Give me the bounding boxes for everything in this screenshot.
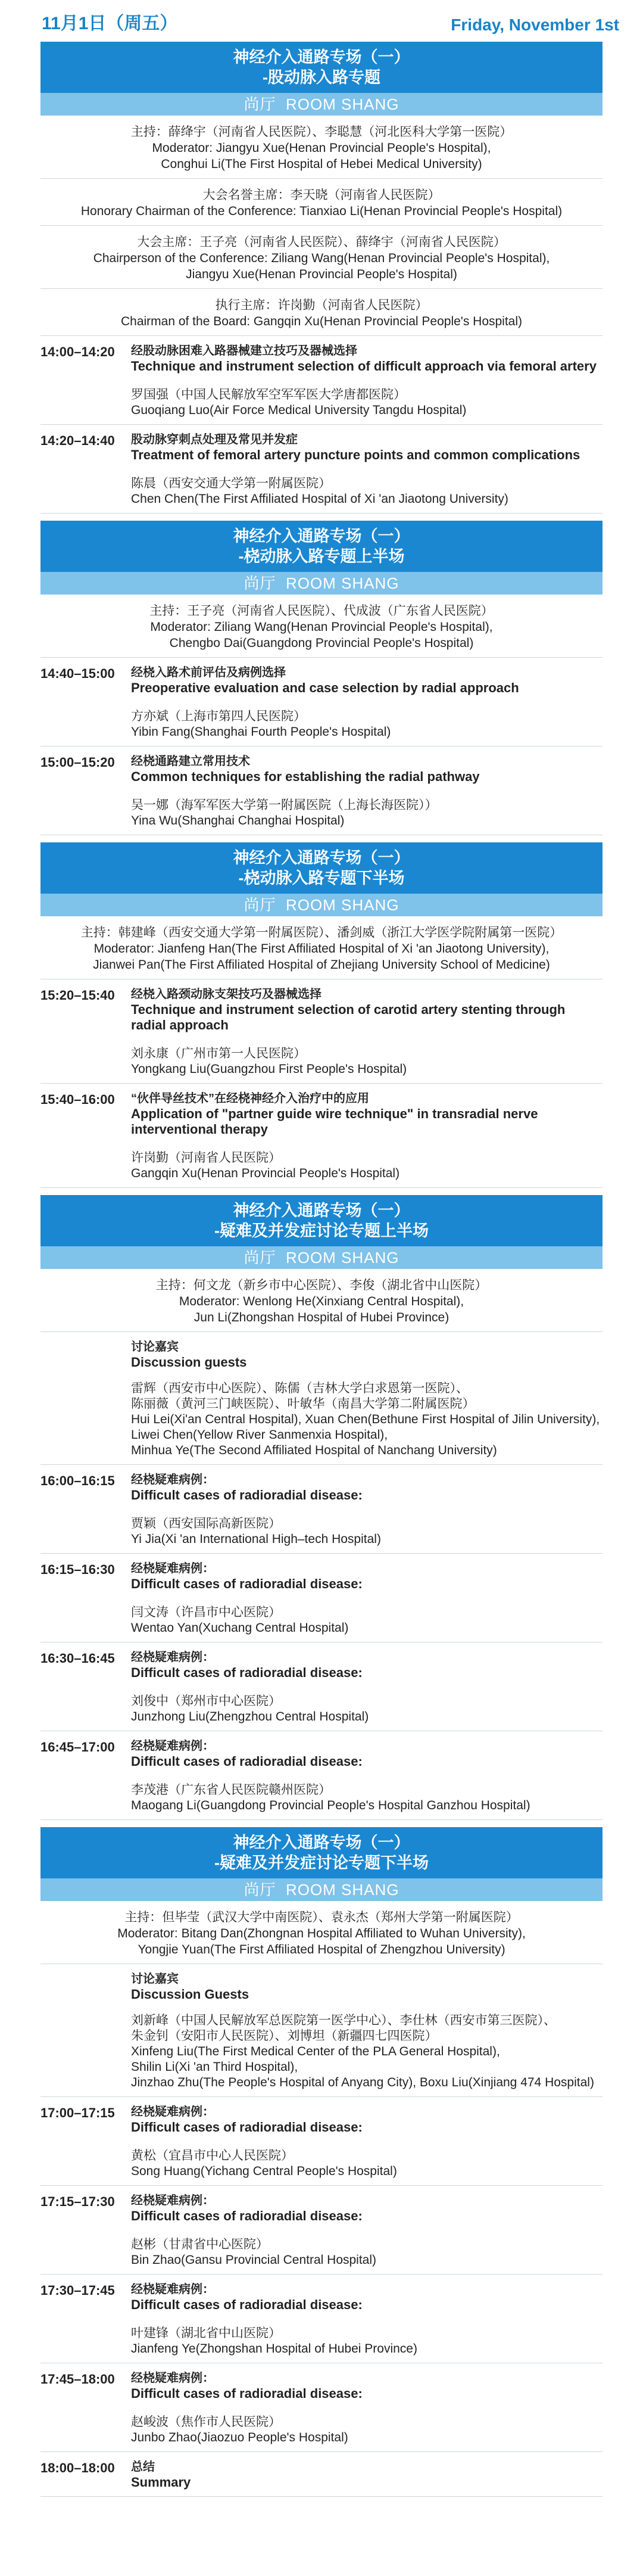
talk-time: 17:00–17:15 (40, 2105, 115, 2120)
sessions-container (0, 42, 643, 2497)
speaker-en: Gangqin Xu(Henan Provincial People's Hospital) (131, 1166, 400, 1180)
speaker-cn: 黄松（宜昌市中心人民医院） (131, 2149, 294, 2163)
talk-title-en: Difficult cases of radioradial disease: (131, 2386, 363, 2401)
talk-title-en: Difficult cases of radioradial disease: (131, 1576, 363, 1591)
talk-title-en: Treatment of femoral artery puncture points and common complications (131, 447, 580, 462)
talk-title-cn: 经桡疑难病例： (131, 2194, 214, 2207)
room-en: ROOM SHANG (285, 1881, 399, 1899)
discussion-line: Liwei Chen(Yellow River Sanmenxia Hospital), (131, 1428, 388, 1442)
discussion-title-cn: 讨论嘉宾 (131, 1340, 179, 1354)
talk-speaker (131, 2237, 603, 2268)
speaker-en: Bin Zhao(Gansu Provincial Central Hospital) (131, 2253, 377, 2267)
talk-content (131, 2370, 603, 2446)
time-slot (40, 1971, 131, 2090)
speaker-cn: 刘永康（广州市第一人民医院） (131, 1047, 306, 1060)
room-label (40, 1246, 603, 1269)
speaker-en: Yina Wu(Shanghai Changhai Hospital) (131, 814, 345, 827)
talk-title-cn: “伙伴导丝技术”在经桡神经介入治疗中的应用 (131, 1092, 369, 1105)
room-cn: 尚厅 (244, 574, 276, 592)
speaker-en: Junzhong Liu(Zhengzhou Central Hospital) (131, 1710, 369, 1723)
room-en: ROOM SHANG (285, 1249, 399, 1267)
discussion-title-en: Discussion Guests (131, 1987, 249, 2002)
chair-line: Jianwei Pan(The First Affiliated Hospital of Zhejiang University School of Medicine) (93, 958, 550, 972)
speaker-cn: 罗国强（中国人民解放军空军军医大学唐都医院） (131, 388, 406, 402)
speaker-cn: 方亦斌（上海市第四人民医院） (131, 710, 306, 723)
talk-row (40, 2275, 603, 2363)
discussion-line: 朱金钊（安阳市人民医院）、刘博坦（新疆四七四医院） (131, 2029, 438, 2043)
talk-row (40, 336, 603, 425)
talk-time: 14:20–14:40 (40, 433, 115, 448)
talk-time: 15:20–15:40 (40, 988, 115, 1003)
chair-line: 主持：薛绛宇（河南省人民医院）、李聪慧（河北医科大学第一医院） (130, 125, 513, 139)
talk-time: 17:15–17:30 (40, 2194, 115, 2209)
talk-content (131, 987, 603, 1077)
talk-time: 15:40–16:00 (40, 1092, 115, 1107)
speaker-cn: 李茂港（广东省人民医院赣州医院） (131, 1783, 331, 1797)
room-cn: 尚厅 (244, 95, 276, 113)
talk-speaker (131, 1782, 603, 1813)
summary-content (131, 2459, 603, 2490)
talk-title-cn: 经桡入路术前评估及病例选择 (131, 666, 286, 679)
speaker-en: Yongkang Liu(Guangzhou First People's Hospital) (131, 1062, 407, 1076)
talk-row (40, 425, 603, 514)
chair-line: 主持：何文龙（新乡市中心医院）、李俊（湖北省中山医院） (155, 1278, 488, 1292)
room-label (40, 572, 603, 595)
talk-title-en: Difficult cases of radioradial disease: (131, 1488, 363, 1502)
chair-line: 执行主席：许岗勤（河南省人民医院） (215, 298, 428, 312)
chair-line: Conghui Li(The First Hospital of Hebei Medical University) (161, 157, 482, 171)
talk-title-cn: 经桡疑难病例： (131, 1562, 214, 1575)
session-title (40, 521, 603, 572)
speaker-en: Guoqiang Luo(Air Force Medical University Tangdu Hospital) (131, 403, 467, 417)
date-en: Friday, November 1st (451, 15, 619, 34)
talk-row (40, 979, 603, 1084)
talk-time: 17:45–18:00 (40, 2372, 115, 2387)
speaker-en: Yibin Fang(Shanghai Fourth People's Hospital) (131, 725, 391, 739)
discussion-guests (40, 1964, 603, 2097)
talk-title-cn: 经桡疑难病例： (131, 2105, 214, 2118)
summary-time: 18:00–18:00 (40, 2460, 115, 2475)
talk-content (131, 754, 603, 829)
discussion-line: Jinzhao Zhu(The People's Hospital of Anyang City), Boxu Liu(Xinjiang 474 Hospital) (131, 2076, 594, 2089)
discussion-line: Hui Lei(Xi'an Central Hospital), Xuan Chen(Bethune First Hospital of Jilin University), (131, 1413, 600, 1426)
chair-block (40, 1269, 603, 1332)
discussion-list (131, 2013, 603, 2090)
talk-content (131, 665, 603, 740)
talk-title-cn: 经桡疑难病例： (131, 1473, 214, 1486)
talk-time: 17:30–17:45 (40, 2283, 115, 2298)
talk-row (40, 2097, 603, 2186)
chair-line: Yongjie Yuan(The First Affiliated Hospital of Zhengzhou University) (138, 1943, 505, 1956)
talk-title-cn: 经股动脉困难入路器械建立技巧及器械选择 (131, 344, 357, 357)
talk-content (131, 1091, 603, 1181)
chair-line: Moderator: Bitang Dan(Zhongnan Hospital Affiliated to Wuhan University), (117, 1927, 526, 1940)
talk-title-cn: 经桡疑难病例： (131, 2372, 214, 2385)
talk-time: 14:40–15:00 (40, 666, 115, 681)
time-slot (40, 1339, 131, 1458)
speaker-cn: 吴一娜（海军军医大学第一附属医院（上海长海医院）） (131, 798, 438, 812)
talk-title-cn: 经桡通路建立常用技术 (131, 755, 250, 768)
discussion-title-cn: 讨论嘉宾 (131, 1973, 179, 1986)
chair-line: 主持：王子亮（河南省人民医院）、代成波（广东省人民医院） (149, 604, 494, 618)
discussion-line: Xinfeng Liu(The First Medical Center of the PLA General Hospital), (131, 2045, 500, 2058)
talk-speaker (131, 1605, 603, 1636)
talk-time: 14:00–14:20 (40, 344, 115, 359)
talk-title-cn: 经桡疑难病例： (131, 1740, 214, 1753)
session-title-line1: 神经介入通路专场（一） (233, 1834, 410, 1852)
chair-line: Chengbo Dai(Guangdong Provincial People's Hospital) (169, 636, 474, 650)
talk-content (131, 343, 603, 418)
discussion-line: 雷辉（西安市中心医院）、陈儒（吉林大学白求恩第一医院）、 (131, 1382, 469, 1395)
talk-speaker (131, 1694, 603, 1725)
talk-row (40, 2363, 603, 2452)
chair-block (40, 595, 603, 658)
talk-title-cn: 经桡疑难病例： (131, 2283, 214, 2296)
chair-block (40, 226, 603, 289)
session-title-line1: 神经介入通路专场（一） (233, 527, 410, 545)
talk-time: 16:00–16:15 (40, 1473, 115, 1488)
speaker-cn: 赵彬（甘肃省中心医院） (131, 2238, 269, 2251)
speaker-cn: 赵峻波（焦作市人民医院） (131, 2415, 281, 2429)
talk-speaker (131, 476, 603, 507)
speaker-en: Song Huang(Yichang Central People's Hospital) (131, 2164, 397, 2178)
speaker-cn: 刘俊中（郑州市中心医院） (131, 1694, 281, 1708)
discussion-line: 刘新峰（中国人民解放军总医院第一医学中心）、李仕林（西安市第三医院）、 (131, 2014, 556, 2027)
talk-speaker (131, 1150, 603, 1181)
talk-title-en: Difficult cases of radioradial disease: (131, 2120, 363, 2135)
chair-line: Moderator: Wenlong He(Xinxiang Central Hospital), (179, 1295, 464, 1308)
room-en: ROOM SHANG (285, 95, 399, 113)
talk-content (131, 1738, 603, 1813)
talk-row (40, 1465, 603, 1554)
speaker-en: Wentao Yan(Xuchang Central Hospital) (131, 1621, 349, 1635)
room-cn: 尚厅 (244, 1881, 276, 1899)
talk-speaker (131, 709, 603, 740)
session-title-line2: -桡动脉入路专题下半场 (238, 869, 405, 887)
speaker-cn: 陈晨（西安交通大学第一附属医院） (131, 477, 331, 490)
chair-block (40, 916, 603, 979)
talk-title-en: Difficult cases of radioradial disease: (131, 2208, 363, 2223)
date-header (0, 0, 643, 35)
talk-title-cn: 经桡入路颈动脉支架技巧及器械选择 (131, 988, 322, 1001)
summary-row (40, 2452, 603, 2497)
session-title-line1: 神经介入通路专场（一） (233, 849, 410, 867)
talk-content (131, 2193, 603, 2268)
talk-speaker (131, 798, 603, 829)
talk-row (40, 658, 603, 746)
talk-content (131, 1650, 603, 1725)
discussion-line: 陈丽薇（黄河三门峡医院）、叶敏华（南昌大学第二附属医院） (131, 1397, 475, 1411)
talk-speaker (131, 1046, 603, 1077)
talk-row (40, 1554, 603, 1642)
speaker-en: Chen Chen(The First Affiliated Hospital of Xi 'an Jiaotong University) (131, 492, 508, 506)
session-title-line2: -疑难及并发症讨论专题下半场 (214, 1854, 429, 1872)
session-title (40, 1827, 603, 1878)
room-label (40, 894, 603, 916)
session-title (40, 42, 603, 93)
chair-block (40, 179, 603, 226)
talk-speaker (131, 2326, 603, 2357)
talk-content (131, 1472, 603, 1547)
chair-line: Chairperson of the Conference: Ziliang Wang(Henan Provincial People's Hospital), (93, 251, 550, 265)
chair-line: Moderator: Jianfeng Han(The First Affiliated Hospital of Xi 'an Jiaotong University), (93, 942, 550, 956)
chair-block (40, 289, 603, 336)
talk-title-en: Technique and instrument selection of difficult approach via femoral artery (131, 359, 597, 374)
talk-row (40, 1642, 603, 1731)
talk-time: 16:15–16:30 (40, 1562, 115, 1577)
room-en: ROOM SHANG (285, 896, 399, 914)
talk-content (131, 432, 603, 507)
talk-time: 16:45–17:00 (40, 1740, 115, 1754)
talk-title-en: Difficult cases of radioradial disease: (131, 1665, 363, 1680)
talk-title-en: Common techniques for establishing the radial pathway (131, 769, 480, 784)
chair-line: Jun Li(Zhongshan Hospital of Hubei Province) (193, 1311, 450, 1324)
talk-title-en: Difficult cases of radioradial disease: (131, 2297, 363, 2312)
talk-speaker (131, 1516, 603, 1547)
session-title (40, 1195, 603, 1246)
speaker-en: Jianfeng Ye(Zhongshan Hospital of Hubei Province) (131, 2342, 417, 2356)
chair-line: Moderator: Jiangyu Xue(Henan Provincial People's Hospital), (152, 141, 491, 155)
talk-speaker (131, 387, 603, 418)
talk-time: 15:00–15:20 (40, 755, 115, 770)
summary-cn: 总结 (131, 2460, 155, 2474)
session-title-line2: -疑难及并发症讨论专题上半场 (214, 1222, 429, 1240)
talk-content (131, 1561, 603, 1636)
session-title-line1: 神经介入通路专场（一） (233, 48, 410, 66)
discussion-line: Minhua Ye(The Second Affiliated Hospital of Nanchang University) (131, 1443, 497, 1457)
talk-row (40, 2186, 603, 2275)
discussion-content (131, 1971, 603, 2090)
discussion-content (131, 1339, 603, 1458)
discussion-guests (40, 1332, 603, 1465)
talk-title-en: Preoperative evaluation and case selection by radial approach (131, 680, 519, 695)
talk-title-en: Technique and instrument selection of carotid artery stenting through radial approach (131, 1002, 566, 1032)
chair-line: Jiangyu Xue(Henan Provincial People's Hospital) (186, 267, 457, 281)
speaker-en: Yi Jia(Xi 'an International High–tech Hospital) (131, 1532, 381, 1546)
speaker-cn: 叶建锋（湖北省中山医院） (131, 2326, 281, 2340)
speaker-en: Junbo Zhao(Jiaozuo People's Hospital) (131, 2431, 348, 2444)
chair-line: 大会主席：王子亮（河南省人民医院）、薛绛宇（河南省人民医院） (137, 235, 506, 249)
speaker-cn: 闫文涛（许昌市中心医院） (131, 1606, 281, 1619)
chair-line: Chairman of the Board: Gangqin Xu(Henan Provincial People's Hospital) (120, 315, 523, 328)
talk-time: 16:30–16:45 (40, 1651, 115, 1666)
room-cn: 尚厅 (244, 896, 276, 914)
talk-speaker (131, 2415, 603, 2446)
chair-line: 大会名誉主席：李天晓（河南省人民医院） (202, 188, 441, 202)
chair-line: Moderator: Ziliang Wang(Henan Provincial People's Hospital), (150, 620, 493, 634)
discussion-title-en: Discussion guests (131, 1355, 247, 1370)
session-title-line2: -桡动脉入路专题上半场 (238, 547, 405, 565)
speaker-cn: 贾颖（西安国际高新医院） (131, 1517, 281, 1530)
chair-line: 主持：韩建峰（西安交通大学第一附属医院）、潘剑威（浙江大学医学院附属第一医院） (80, 926, 563, 939)
chair-block (40, 116, 603, 179)
talk-title-en: Difficult cases of radioradial disease: (131, 1754, 363, 1769)
room-cn: 尚厅 (244, 1249, 276, 1267)
chair-line: 主持：但毕莹（武汉大学中南医院）、袁永杰（郑州大学第一附属医院） (124, 1911, 519, 1924)
date-cn: 11月1日（周五） (42, 14, 178, 33)
session-title-line2: -股动脉入路专题 (263, 69, 380, 86)
chair-block (40, 1901, 603, 1964)
chair-line: Honorary Chairman of the Conference: Tianxiao Li(Henan Provincial People's Hospital) (80, 204, 563, 218)
speaker-cn: 许岗勤（河南省人民医院） (131, 1151, 281, 1165)
session-title (40, 842, 603, 894)
room-label (40, 1878, 603, 1901)
discussion-line: Shilin Li(Xi 'an Third Hospital), (131, 2060, 298, 2074)
talk-speaker (131, 2148, 603, 2179)
room-en: ROOM SHANG (285, 574, 399, 592)
talk-title-en: Application of "partner guide wire technique" in transradial nerve interventional therapy (131, 1106, 538, 1137)
talk-row (40, 746, 603, 835)
talk-content (131, 2104, 603, 2179)
session-title-line1: 神经介入通路专场（一） (233, 1202, 410, 1219)
speaker-en: Maogang Li(Guangdong Provincial People's Hospital Ganzhou Hospital) (131, 1799, 530, 1812)
talk-row (40, 1084, 603, 1188)
summary-en: Summary (131, 2475, 191, 2490)
room-label (40, 93, 603, 116)
talk-row (40, 1731, 603, 1820)
talk-content (131, 2282, 603, 2357)
talk-title-cn: 股动脉穿刺点处理及常见并发症 (131, 433, 298, 446)
talk-title-cn: 经桡疑难病例： (131, 1651, 214, 1664)
discussion-list (131, 1381, 603, 1458)
